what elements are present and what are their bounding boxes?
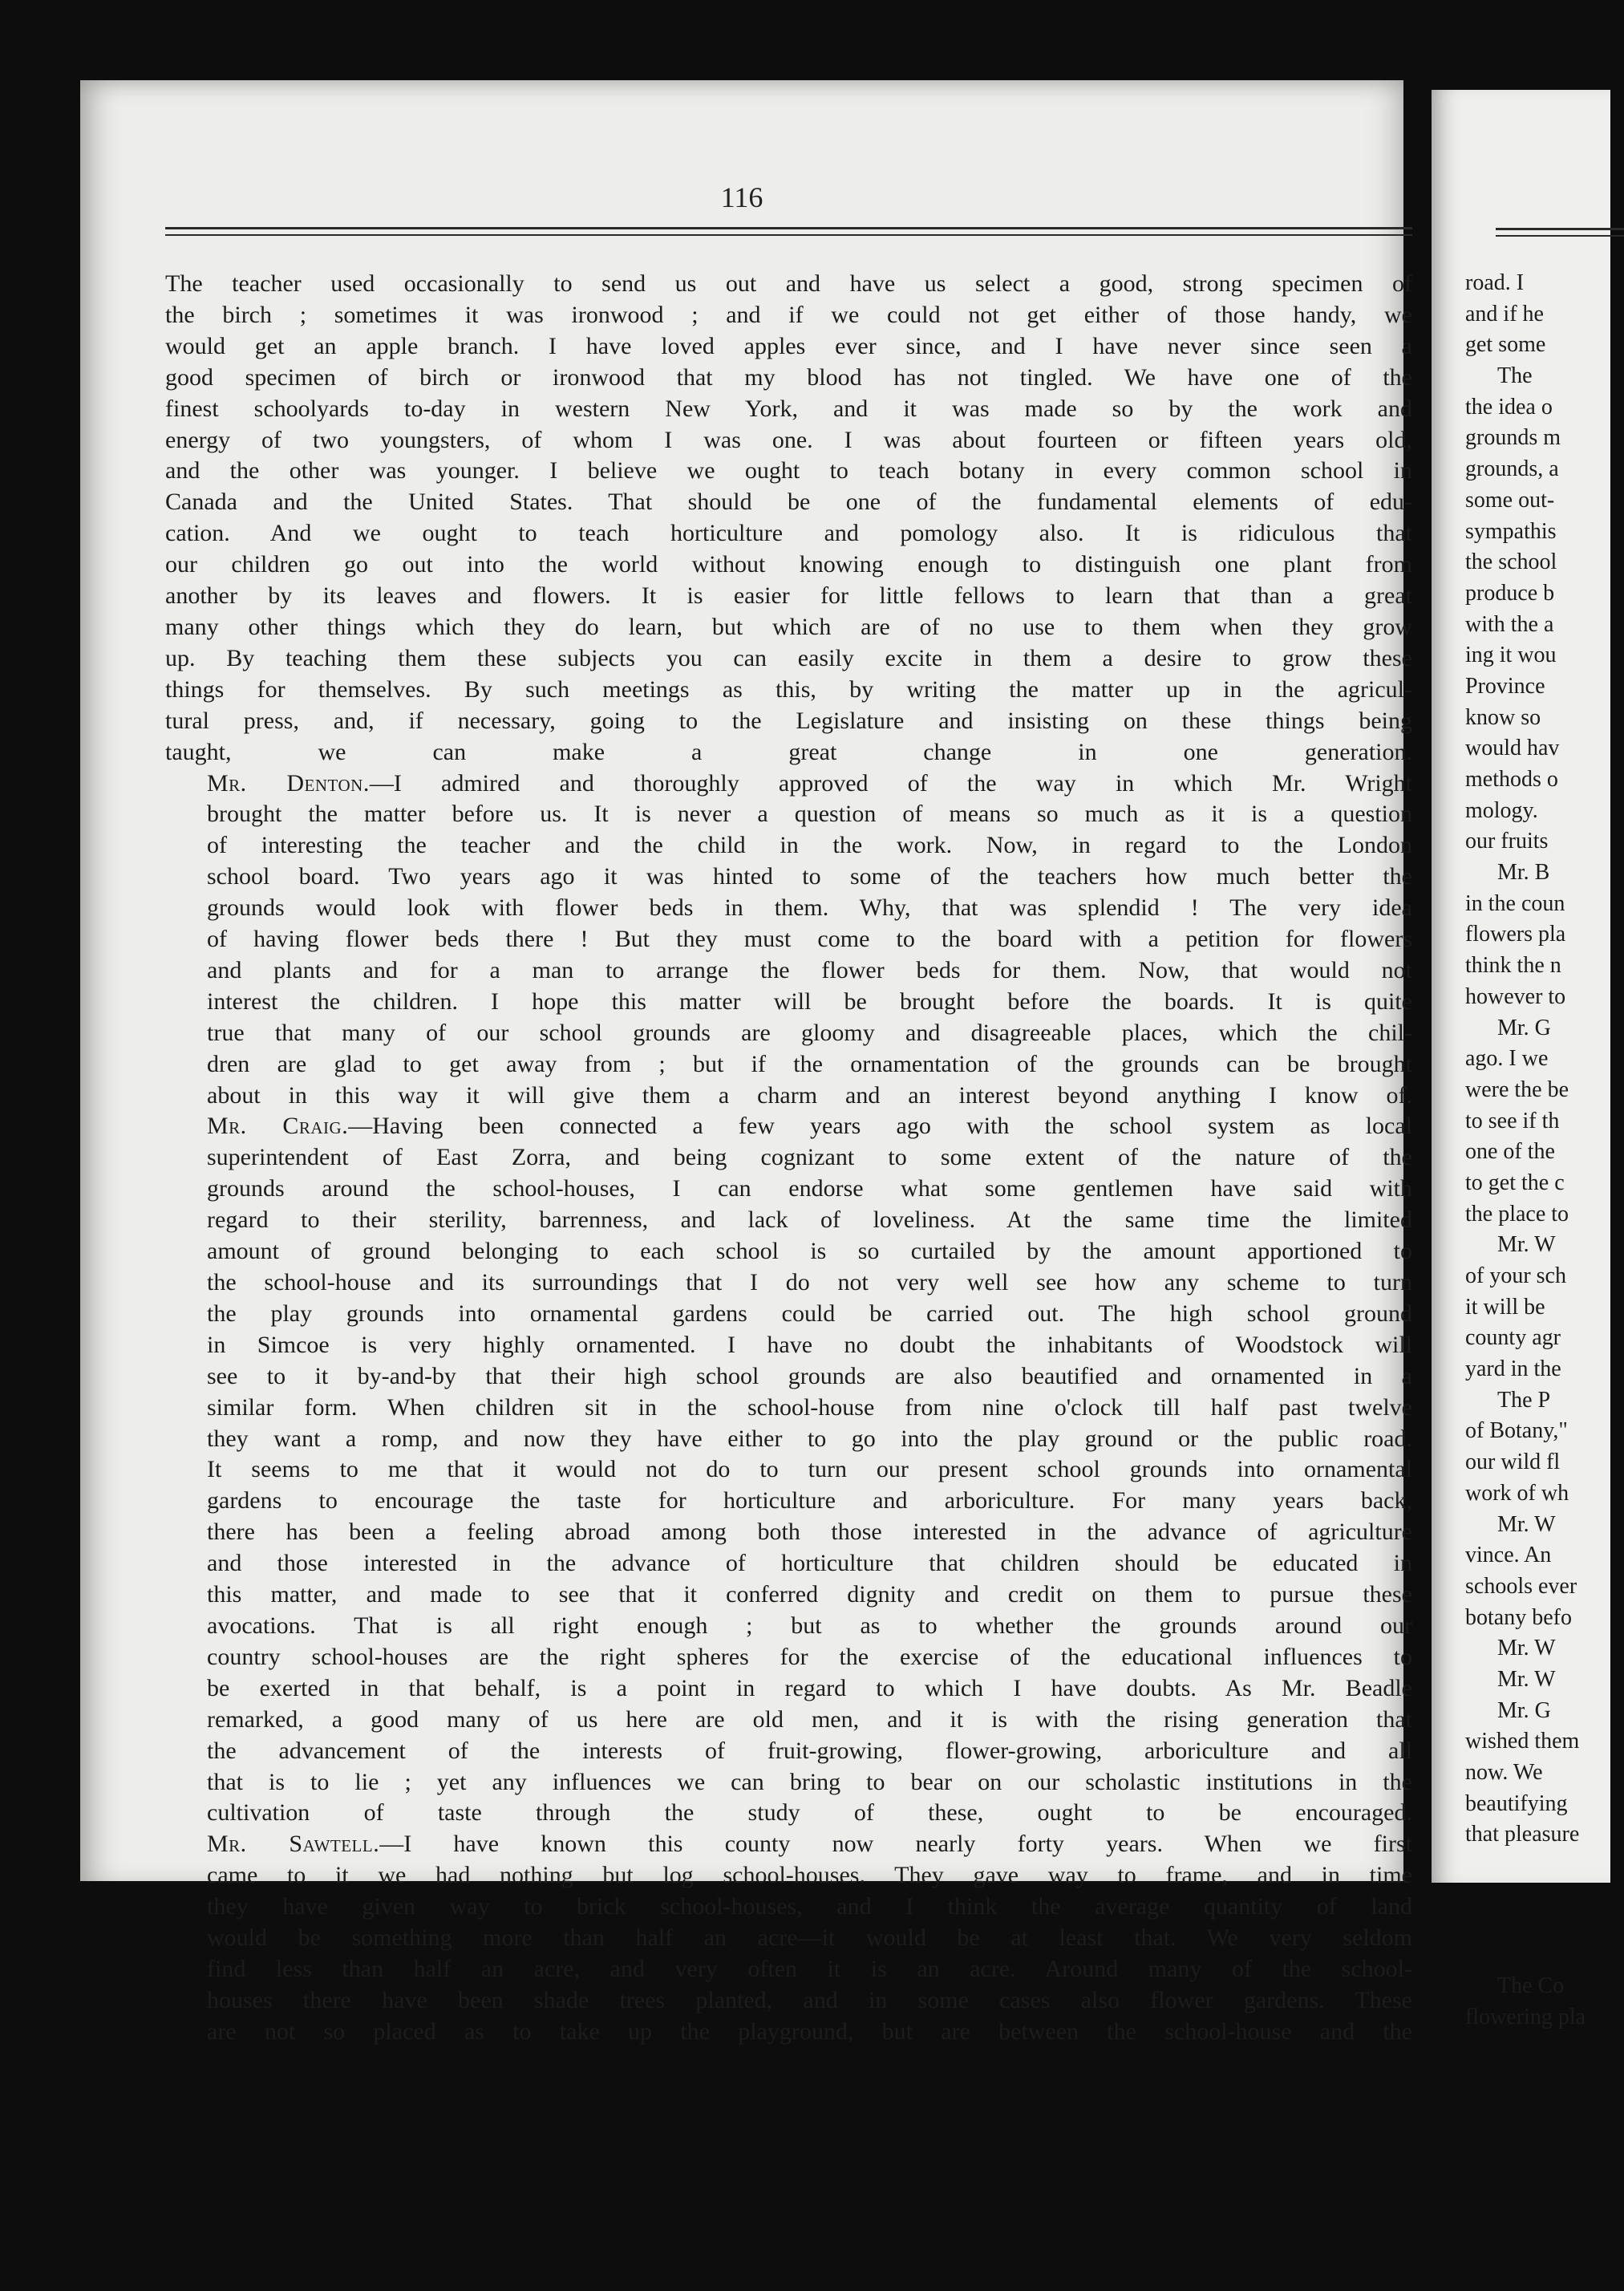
text-line (165, 1330, 1412, 1361)
line-text: grounds around the school-houses, I can endorse what some gentlemen have said with (207, 1175, 1412, 1202)
text-line (165, 394, 1412, 425)
facing-line-fragment: wished them (1465, 1729, 1580, 1754)
line-text: It seems to me that it would not do to turn our present school grounds into ornamental (207, 1456, 1412, 1483)
line-text: see to it by-and-by that their high school grounds are also beautified and ornamented in a (207, 1362, 1412, 1389)
facing-line-fragment: botany befo (1465, 1604, 1572, 1630)
line-text: our children go out into the world without knowing enough to distinguish one plant from (165, 551, 1412, 578)
line-text: would be something more than half an acre—it would be at least that. We very seldom (207, 1924, 1412, 1952)
facing-line-fragment: grounds, a (1465, 456, 1559, 482)
line-text: avocations. That is all right enough ; but as to whether the grounds around our (207, 1612, 1412, 1639)
facing-line-fragment: work of wh (1465, 1480, 1569, 1506)
text-line (165, 737, 1412, 768)
text-line (165, 549, 1412, 581)
text-line (165, 1299, 1412, 1330)
line-text: of having flower beds there ! But they must come to the board with a petition for flowers (207, 926, 1412, 953)
text-line (165, 1361, 1412, 1393)
line-text: energy of two youngsters, of whom I was one. I was about fourteen or fifteen years old, (165, 426, 1412, 453)
facing-line-fragment: to see if th (1465, 1108, 1560, 1133)
facing-line-fragment: Mr. W (1497, 1511, 1556, 1537)
facing-line-fragment: the school (1465, 549, 1557, 575)
facing-page-text (1465, 268, 1610, 2033)
facing-line-fragment: of Botany," (1465, 1418, 1568, 1444)
text-line (165, 487, 1412, 518)
paragraph (165, 269, 1412, 768)
text-line (165, 987, 1412, 1018)
line-text: —I have known this county now nearly forty years. When we first (379, 1831, 1412, 1858)
facing-line-fragment: flowering pla (1465, 2004, 1586, 2029)
facing-line-fragment: the place to (1465, 1201, 1569, 1227)
text-line (165, 1829, 1412, 1860)
line-text: similar form. When children sit in the school-house from nine o'clock till half past twelve (207, 1393, 1412, 1421)
text-line (165, 300, 1412, 331)
line-text: another by its leaves and flowers. It is easier for little fellows to learn that than a great (165, 582, 1412, 610)
text-line (165, 1705, 1412, 1736)
line-text: would get an apple branch. I have loved apples ever since, and I have never since seen a (165, 332, 1412, 359)
facing-line-fragment: ago. I we (1465, 1046, 1549, 1072)
line-text: school board. Two years ago it was hinted to some of the teachers how much better the (207, 863, 1412, 890)
line-text: many other things which they do learn, but which are of no use to them when they grow (165, 613, 1412, 640)
facing-line-fragment: county agr (1465, 1325, 1561, 1351)
line-text: and plants and for a man to arrange the flower beds for them. Now, that would not (207, 956, 1412, 983)
facing-line-fragment: of your sch (1465, 1263, 1566, 1288)
facing-line-fragment: our fruits (1465, 829, 1549, 854)
text-line (165, 612, 1412, 643)
facing-line-fragment: The Co (1497, 1973, 1565, 1999)
text-line (165, 1267, 1412, 1299)
line-text: interest the children. I hope this matter will be brought before the boards. It is quite (207, 987, 1412, 1015)
line-text: the play grounds into ornamental gardens could be carried out. The high school ground (207, 1300, 1412, 1327)
line-text: the birch ; sometimes it was ironwood ; and if we could not get either of those handy, we (165, 301, 1412, 328)
text-line (165, 1548, 1412, 1579)
line-text: find less than half an acre, and very often it is an acre. Around many of the school- (207, 1955, 1412, 1982)
text-line (165, 1798, 1412, 1829)
line-text: superintendent of East Zorra, and being cognizant to some extent of the nature of the (207, 1144, 1412, 1171)
text-line (165, 1111, 1412, 1142)
line-text: dren are glad to get away from ; but if the ornamentation of the grounds can be brought (207, 1050, 1412, 1077)
text-line (165, 893, 1412, 924)
text-line (165, 1424, 1412, 1455)
line-text: up. By teaching them these subjects you can easily excite in them a desire to grow these (165, 644, 1412, 671)
line-text: Canada and the United States. That should be one of the fundamental elements of edu- (165, 489, 1412, 516)
text-line (165, 1018, 1412, 1049)
text-line (165, 1049, 1412, 1081)
facing-line-fragment: sympathis (1465, 518, 1557, 544)
text-line (165, 768, 1412, 800)
line-text: that is to lie ; yet any influences we can bring to bear on our scholastic institutions in the (207, 1768, 1412, 1795)
text-line (165, 830, 1412, 862)
text-line (165, 1954, 1412, 1985)
line-text: of interesting the teacher and the child in the work. Now, in regard to the London (207, 832, 1412, 859)
line-text: country school-houses are the right spheres for the exercise of the educational influences to (207, 1643, 1412, 1670)
facing-line-fragment: now. We (1465, 1760, 1543, 1785)
facing-line-fragment: Mr. W (1497, 1636, 1556, 1661)
line-text: they have given way to brick school-houses, and I think the average quantity of land (207, 1893, 1412, 1920)
text-line (165, 1767, 1412, 1798)
line-text: houses there have been shade trees planted, and in some cases also flower gardens. These (207, 1986, 1412, 2013)
facing-line-fragment: flowers pla (1465, 922, 1566, 947)
facing-line-fragment: some out- (1465, 487, 1555, 513)
text-line (165, 675, 1412, 706)
page-body-text (165, 269, 1412, 2048)
facing-line-fragment: with the a (1465, 611, 1554, 637)
text-line (165, 363, 1412, 394)
facing-header-rule-top (1496, 228, 1624, 230)
text-line (165, 1892, 1412, 1923)
line-text: tural press, and, if necessary, going to the Legislature and insisting on these things being (165, 707, 1412, 734)
text-line (165, 1174, 1412, 1205)
line-text: —Having been connected a few years ago with the school system as local (348, 1113, 1412, 1140)
facing-line-fragment: The (1497, 363, 1533, 389)
paragraph (165, 768, 1412, 1112)
facing-line-fragment: know so (1465, 704, 1541, 730)
facing-line-fragment: ing it wou (1465, 643, 1557, 668)
text-line (165, 1486, 1412, 1517)
facing-line-fragment: mology. (1465, 797, 1538, 823)
facing-line-fragment: schools ever (1465, 1573, 1577, 1599)
line-text: came to it we had nothing but log school-houses. They gave way to frame, and in time (207, 1862, 1412, 1889)
facing-header-rule-bottom (1496, 235, 1624, 237)
text-line (165, 1205, 1412, 1236)
text-line (165, 924, 1412, 955)
line-text: brought the matter before us. It is never a question of means so much as it is a question (207, 801, 1412, 828)
text-line (165, 1517, 1412, 1548)
facing-line-fragment: to get the c (1465, 1170, 1565, 1195)
text-line (165, 1860, 1412, 1892)
facing-line-fragment: that pleasure (1465, 1822, 1580, 1847)
facing-line-fragment: produce b (1465, 580, 1555, 606)
facing-book-page (1432, 90, 1610, 2029)
facing-line-fragment: were the be (1465, 1077, 1569, 1102)
facing-line-fragment: get some (1465, 332, 1546, 358)
facing-line-fragment: Mr. W (1497, 1666, 1556, 1692)
header-rule-top (165, 227, 1412, 229)
line-text: be exerted in that behalf, is a point in regard to which I have doubts. As Mr. Beadle (207, 1674, 1412, 1701)
line-text: —I admired and thoroughly approved of the way in which Mr. Wright (369, 769, 1412, 797)
line-text: amount of ground belonging to each school is so curtailed by the amount apportioned to (207, 1238, 1412, 1265)
text-line (165, 456, 1412, 487)
line-text: the school-house and its surroundings that I do not very well see how any scheme to turn (207, 1269, 1412, 1296)
text-line (165, 799, 1412, 830)
left-book-page (80, 80, 1412, 2045)
text-line (165, 581, 1412, 612)
facing-line-fragment: grounds m (1465, 425, 1561, 451)
speaker-name: Mr. Denton. (207, 769, 370, 797)
speaker-name: Mr. Craig. (207, 1113, 349, 1140)
facing-line-fragment: our wild fl (1465, 1450, 1561, 1475)
line-text: are not so placed as to take up the playground, but are between the school-house and the (207, 2017, 1412, 2045)
text-line (165, 1236, 1412, 1267)
text-line (165, 706, 1412, 737)
line-text: cultivation of taste through the study of these, ought to be encouraged. (207, 1799, 1412, 1827)
text-line (165, 1985, 1412, 2017)
line-text: gardens to encourage the taste for horticulture and arboriculture. For many years back, (207, 1487, 1412, 1514)
line-text: taught, we can make a great change in one generation. (165, 738, 1412, 765)
line-text: in Simcoe is very highly ornamented. I have no doubt the inhabitants of Woodstock will (207, 1331, 1412, 1358)
text-line (165, 1642, 1412, 1673)
line-text: remarked, a good many of us here are old men, and it is with the rising generation that (207, 1705, 1412, 1733)
text-line (165, 1081, 1412, 1112)
facing-line-fragment: Mr. W (1497, 1232, 1556, 1258)
facing-section-gap (1465, 1851, 1610, 1971)
facing-line-fragment: Mr. G (1497, 1697, 1551, 1723)
text-line (165, 1736, 1412, 1767)
line-text: good specimen of birch or ironwood that my blood has not tingled. We have one of the (165, 363, 1412, 391)
facing-line-fragment: Mr. B (1497, 860, 1550, 886)
text-line (165, 1393, 1412, 1424)
text-line (165, 1923, 1412, 1954)
line-text: The teacher used occasionally to send us out and have us select a good, strong specimen of (165, 270, 1412, 297)
line-text: grounds would look with flower beds in them. Why, that was splendid ! The very idea (207, 894, 1412, 922)
text-line (165, 1611, 1412, 1642)
facing-line-fragment: would hav (1465, 736, 1560, 761)
facing-line-fragment: the idea o (1465, 394, 1553, 420)
text-line (165, 518, 1412, 549)
text-line (165, 331, 1412, 363)
line-text: this matter, and made to see that it conferred dignity and credit on them to pursue these (207, 1581, 1412, 1608)
facing-line-fragment: in the coun (1465, 890, 1565, 916)
paragraph (165, 1829, 1412, 2047)
line-text: regard to their sterility, barrenness, and lack of loveliness. At the same time the limited (207, 1206, 1412, 1234)
facing-line-fragment: Province (1465, 673, 1545, 699)
header-rule-bottom (165, 234, 1412, 236)
text-line (165, 643, 1412, 675)
text-line (165, 425, 1412, 456)
line-text: they want a romp, and now they have either to go into the play ground or the public road. (207, 1425, 1412, 1452)
facing-line-fragment: however to (1465, 983, 1566, 1009)
facing-line-fragment: beautifying (1465, 1790, 1568, 1816)
facing-line-fragment: yard in the (1465, 1356, 1561, 1382)
line-text: finest schoolyards to-day in western New York, and it was made so by the work and (165, 395, 1412, 422)
line-text: things for themselves. By such meetings as this, by writing the matter up in the agricul- (165, 675, 1412, 703)
text-line (165, 1673, 1412, 1705)
line-text: and those interested in the advance of horticulture that children should be educated in (207, 1550, 1412, 1577)
facing-line-fragment: vince. An (1465, 1543, 1552, 1568)
facing-line-fragment: it will be (1465, 1294, 1545, 1320)
facing-line-fragment: one of the (1465, 1139, 1555, 1165)
facing-line-fragment: methods o (1465, 767, 1558, 792)
text-line (165, 2017, 1412, 2048)
text-line (165, 1579, 1412, 1611)
page-number: 116 (720, 181, 763, 213)
line-text: true that many of our school grounds are gloomy and disagreeable places, which the chil- (207, 1019, 1412, 1046)
facing-line-fragment: The P (1497, 1387, 1551, 1413)
text-line (165, 1454, 1412, 1486)
facing-line-fragment: road. I (1465, 270, 1525, 295)
line-text: the advancement of the interests of fruit-growing, flower-growing, arboriculture and all (207, 1737, 1412, 1764)
line-text: cation. And we ought to teach horticulture and pomology also. It is ridiculous that (165, 520, 1412, 547)
line-text: about in this way it will give them a charm and an interest beyond anything I know of. (207, 1081, 1412, 1109)
text-line (165, 1142, 1412, 1174)
speaker-name: Mr. Sawtell. (207, 1831, 380, 1858)
facing-line-fragment: and if he (1465, 301, 1544, 326)
facing-line-fragment: think the n (1465, 953, 1561, 979)
text-line (165, 955, 1412, 987)
text-line (165, 862, 1412, 893)
text-line (165, 269, 1412, 300)
facing-line-fragment: Mr. G (1497, 1015, 1551, 1040)
line-text: there has been a feeling abroad among both those interested in the advance of agriculture (207, 1519, 1412, 1546)
paragraph (165, 1111, 1412, 1829)
line-text: and the other was younger. I believe we ought to teach botany in every common school in (165, 457, 1412, 485)
